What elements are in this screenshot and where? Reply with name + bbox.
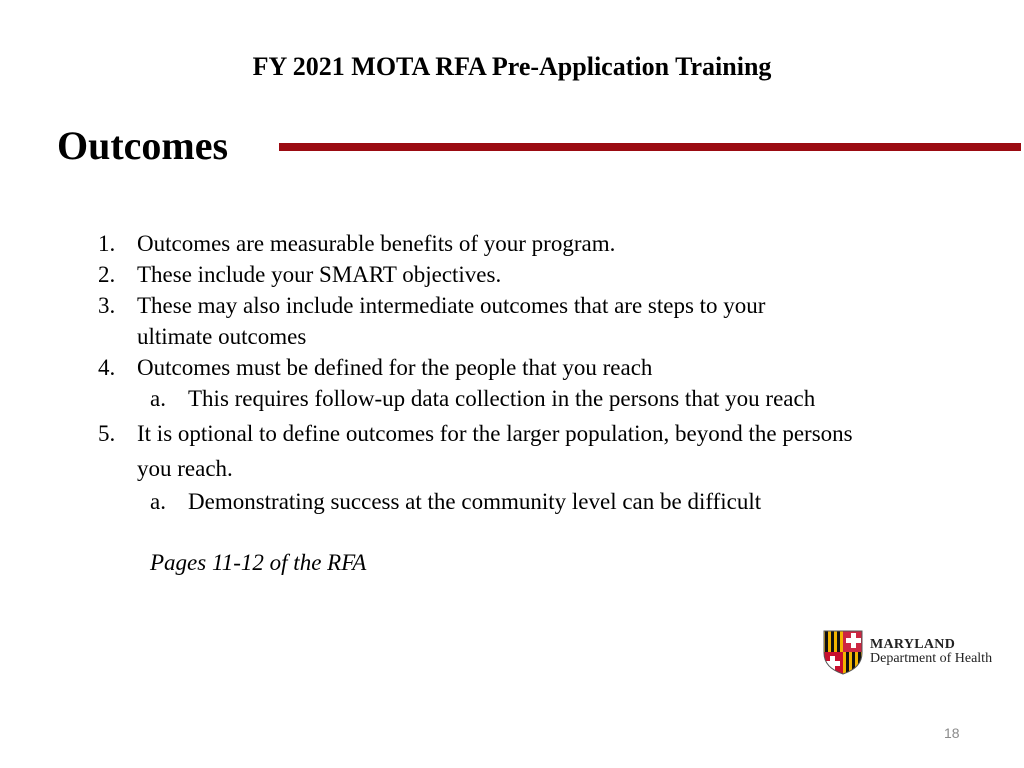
list-number: 4. [98,355,116,380]
list-item-text: It is optional to define outcomes for the larger population, beyond the persons you reach. [137,421,853,481]
sub-list-letter: a. [150,386,166,411]
list-item [98,228,978,259]
list-item-text: These may also include intermediate outcomes that are steps to your ultimate outcomes [137,293,766,349]
outcomes-list [98,228,978,578]
sub-list-text: This requires follow-up data collection in the persons that you reach [188,386,816,411]
logo-line-department: Department of Health [870,651,993,666]
list-number: 2. [98,262,116,287]
list-item [98,290,837,352]
list-number: 1. [98,231,116,256]
logo-line-maryland: MARYLAND [870,637,956,652]
list-item-text: Outcomes are measurable benefits of your program. [137,231,616,256]
logo-wordmark [870,638,992,666]
rfa-page-reference: Pages 11-12 of the RFA [150,550,367,575]
title-divider-rule [279,143,1021,151]
sub-list-item [98,383,978,414]
maryland-health-logo [822,629,992,675]
page-number: 18 [944,725,960,741]
list-item-text: Outcomes must be defined for the people that you reach [137,355,653,380]
sub-list-text: Demonstrating success at the community level can be difficult [188,489,762,514]
list-number: 3. [98,293,116,318]
list-item [98,259,978,290]
sub-list-letter: a. [150,489,166,514]
list-item [98,352,978,383]
slide-title: Outcomes [57,123,229,168]
list-item [98,416,867,486]
sub-list-item [98,486,978,517]
slide-header: FY 2021 MOTA RFA Pre-Application Training [252,52,772,81]
list-number: 5. [98,421,116,446]
maryland-flag-shield-icon [822,629,864,675]
list-item-text: These include your SMART objectives. [137,262,502,287]
